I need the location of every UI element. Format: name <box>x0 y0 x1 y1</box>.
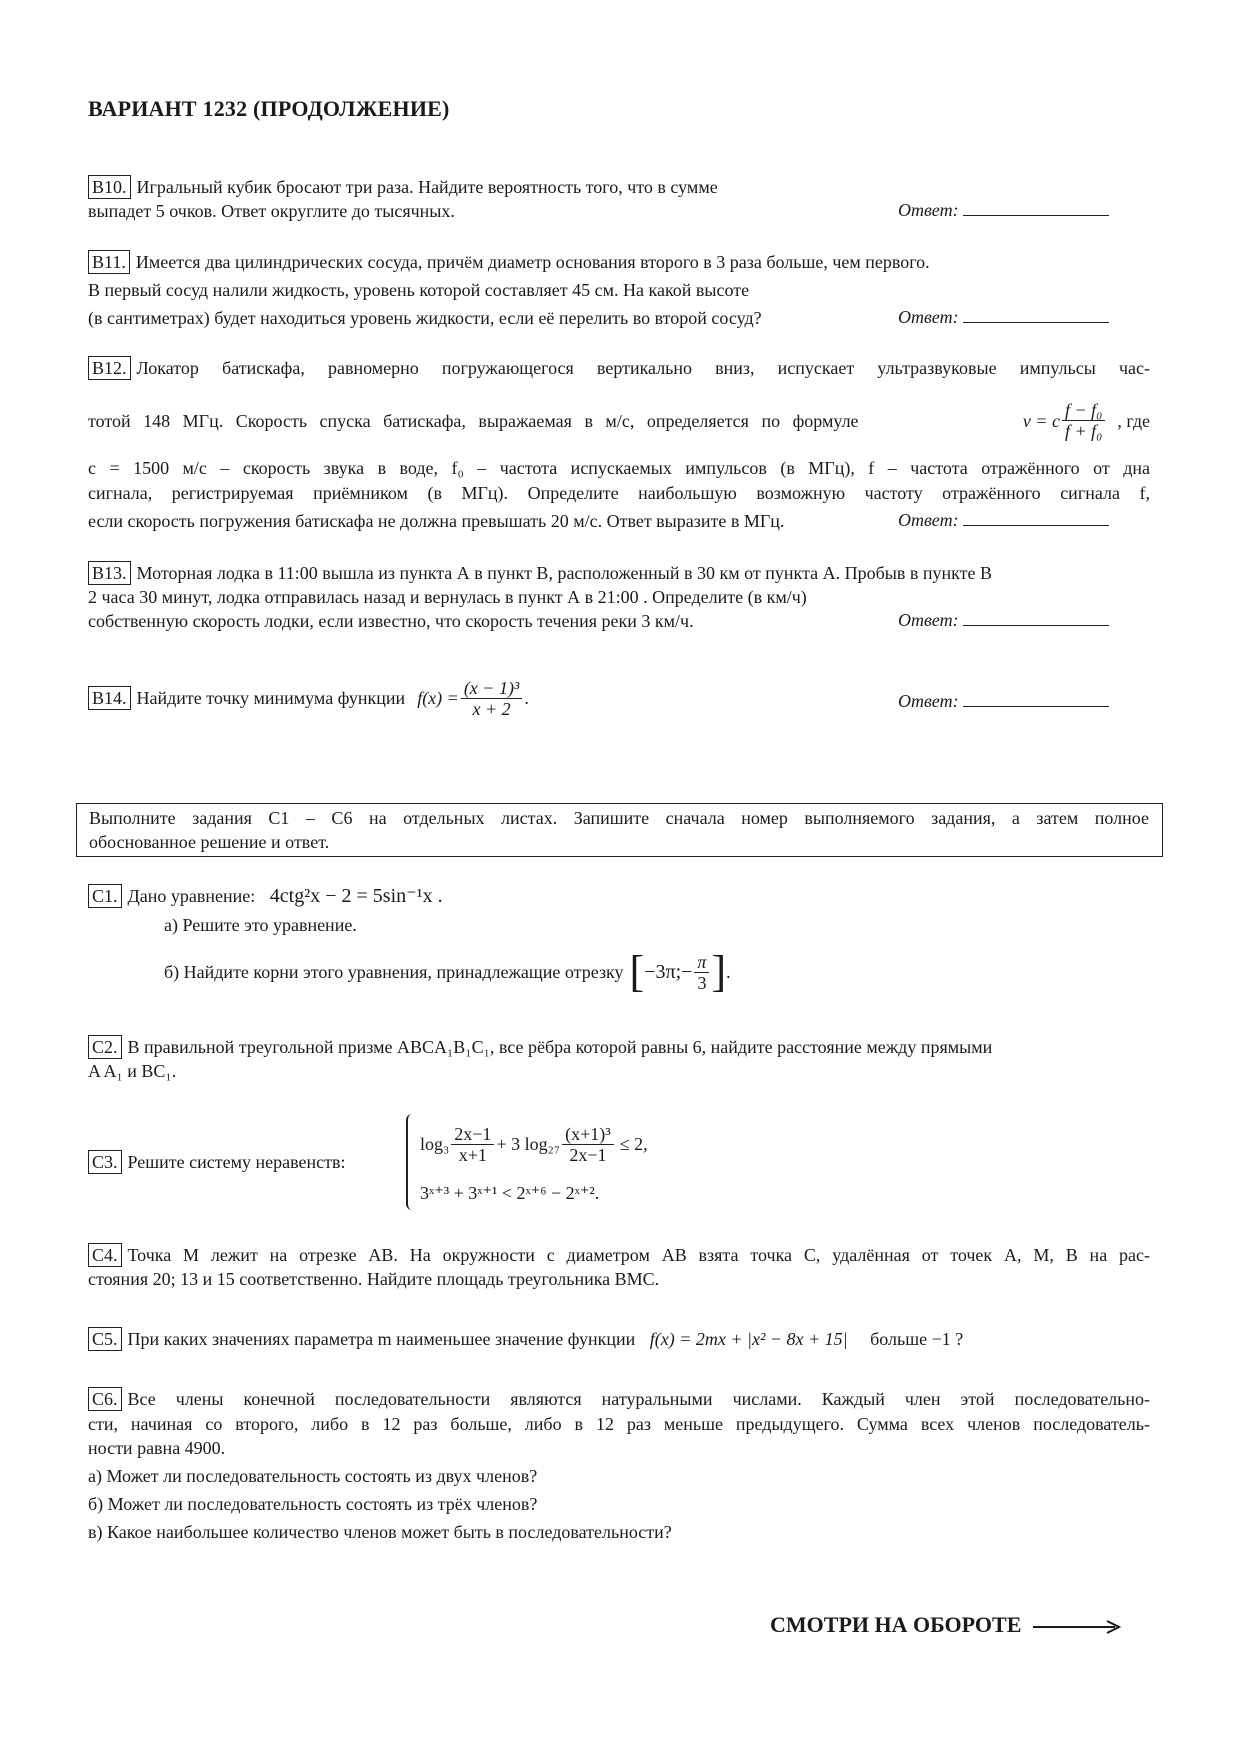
task-c2: С2. В правильной треугольной призме ABCA₁B₁C₁, все рёбра которой равны 6, найдите расстояние между прямыми <box>88 1035 992 1059</box>
arrow-right-icon <box>1031 1617 1123 1637</box>
task-label: С6. <box>88 1387 122 1411</box>
task-label: B13. <box>88 561 131 585</box>
task-text: c = 1500 м/с – скорость звука в воде, f₀ – частота испускаемых импульсов (в МГц), f – частота отражённого от дна <box>88 458 1150 478</box>
answer-field[interactable]: Ответ: <box>898 200 1109 221</box>
task-c6: С6. Все члены конечной последовательности являются натуральными числами. Каждый член этой последовательно- <box>88 1387 1150 1412</box>
answer-field[interactable]: Ответ: <box>898 307 1109 328</box>
answer-field[interactable]: Ответ: <box>898 610 1109 631</box>
task-text: тотой 148 МГц. Скорость спуска батискафа, выражаемая в м/с, определяется по формуле v = c $\frac{\text{f − f₀}}{\text{f + f₀}}$ , где <box>88 400 1150 441</box>
page-title: ВАРИАНТ 1232 (ПРОДОЛЖЕНИЕ) <box>88 96 450 121</box>
task-label: С5. <box>88 1327 122 1351</box>
c3-inequality-1: log₃ $\frac{2x-1}{x+1}$ + 3 log₂₇ $\frac{\text{(x+1)³}}{2x-1}$ ≤ 2, <box>420 1123 648 1165</box>
task-text: стояния 20; 13 и 15 соответственно. Найдите площадь треугольника BMC. <box>88 1269 660 1289</box>
c5-function: f(x) = 2mx + |x² − 8x + 15| <box>649 1329 848 1349</box>
task-label: B14. <box>88 686 131 710</box>
velocity-formula: v = c $\frac{\text{f − f₀}}{\text{f + f₀}}$ , где <box>1022 400 1150 441</box>
task-b10: B10. Игральный кубик бросают три раза. Найдите вероятность того, что в сумме <box>88 175 718 199</box>
task-label: С4. <box>88 1243 122 1267</box>
task-b11: B11. Имеется два цилиндрических сосуда, причём диаметр основания второго в 3 раза больше, чем первого. <box>88 250 930 274</box>
task-text: A A₁ и BC₁. <box>88 1061 177 1081</box>
task-text: в) Какое наибольшее количество членов может быть в последовательности? <box>88 1522 672 1542</box>
task-text: сти, начиная со второго, либо в 12 раз больше, либо в 12 раз меньше предыдущего. Сумма всех членов последователь- <box>88 1414 1150 1434</box>
task-b14: B14. Найдите точку минимума функции f(x) = $\frac{\text{(x − 1)³}}{x + 2}$ . <box>88 670 529 726</box>
task-b13: B13. Моторная лодка в 11:00 вышла из пункта А в пункт В, расположенный в 30 км от пункта А. Пробыв в пункте В <box>88 561 992 585</box>
task-label: B12. <box>88 356 131 380</box>
task-text: выпадет 5 очков. Ответ округлите до тысячных. <box>88 201 455 221</box>
task-c5: С5. При каких значениях параметра m наименьшее значение функции f(x) = 2mx + |x² − 8x + 15| больше −1 ? <box>88 1327 963 1351</box>
footer-see-reverse: СМОТРИ НА ОБОРОТЕ <box>770 1612 1123 1638</box>
task-label: С1. <box>88 884 122 908</box>
task-text: б) Может ли последовательность состоять из трёх членов? <box>88 1494 538 1514</box>
c3-inequality-2: 3ˣ⁺³ + 3ˣ⁺¹ < 2ˣ⁺⁶ − 2ˣ⁺². <box>420 1183 600 1203</box>
task-text: (в сантиметрах) будет находиться уровень жидкости, если её перелить во второй сосуд? <box>88 308 762 328</box>
task-text: если скорость погружения батискафа не должна превышать 20 м/с. Ответ выразите в МГц. <box>88 511 785 531</box>
task-label: С3. <box>88 1150 122 1174</box>
c1-equation: 4ctg²x − 2 = 5sin⁻¹x . <box>269 885 443 907</box>
instruction-box: Выполните задания С1 – С6 на отдельных листах. Запишите сначала номер выполняемого задания, а затем полное обоснованное решение и ответ. <box>76 803 1163 857</box>
task-text: а) Решите это уравнение. <box>164 915 357 935</box>
b14-fraction: $\frac{\text{(x − 1)³}}{x + 2}$ <box>461 678 523 719</box>
task-b12: B12. Локатор батискафа, равномерно погружающегося вертикально вниз, испускает ультразвуковые импульсы час- <box>88 356 1150 381</box>
task-label: B11. <box>88 250 130 274</box>
task-text: а) Может ли последовательность состоять из двух членов? <box>88 1466 538 1486</box>
task-text: В первый сосуд налили жидкость, уровень которой составляет 45 см. На какой высоте <box>88 280 750 300</box>
task-text: 2 часа 30 минут, лодка отправилась назад и вернулась в пункт А в 21:00 . Определите (в км/ч) <box>88 587 807 607</box>
task-label: С2. <box>88 1035 122 1059</box>
task-text: ности равна 4900. <box>88 1438 226 1458</box>
task-text: собственную скорость лодки, если известно, что скорость течения реки 3 км/ч. <box>88 611 694 631</box>
task-c1: С1. Дано уравнение: 4ctg²x − 2 = 5sin⁻¹x . <box>88 884 443 908</box>
system-brace <box>406 1114 412 1210</box>
task-text: б) Найдите корни этого уравнения, принадлежащие отрезку [ −3π;− $\frac{\pi}{3}$ ] . <box>164 947 731 996</box>
task-c3: С3. Решите систему неравенств: <box>88 1150 345 1174</box>
task-c4: С4. Точка М лежит на отрезке AB. На окружности с диаметром AB взята точка C, удалённая от точек A, M, B на рас- <box>88 1243 1150 1268</box>
answer-field[interactable]: Ответ: <box>898 691 1109 712</box>
task-text: сигнала, регистрируемая приёмником (в МГц). Определите наибольшую возможную частоту отражённого сигнала f, <box>88 483 1150 503</box>
answer-field[interactable]: Ответ: <box>898 510 1109 531</box>
task-label: B10. <box>88 175 131 199</box>
